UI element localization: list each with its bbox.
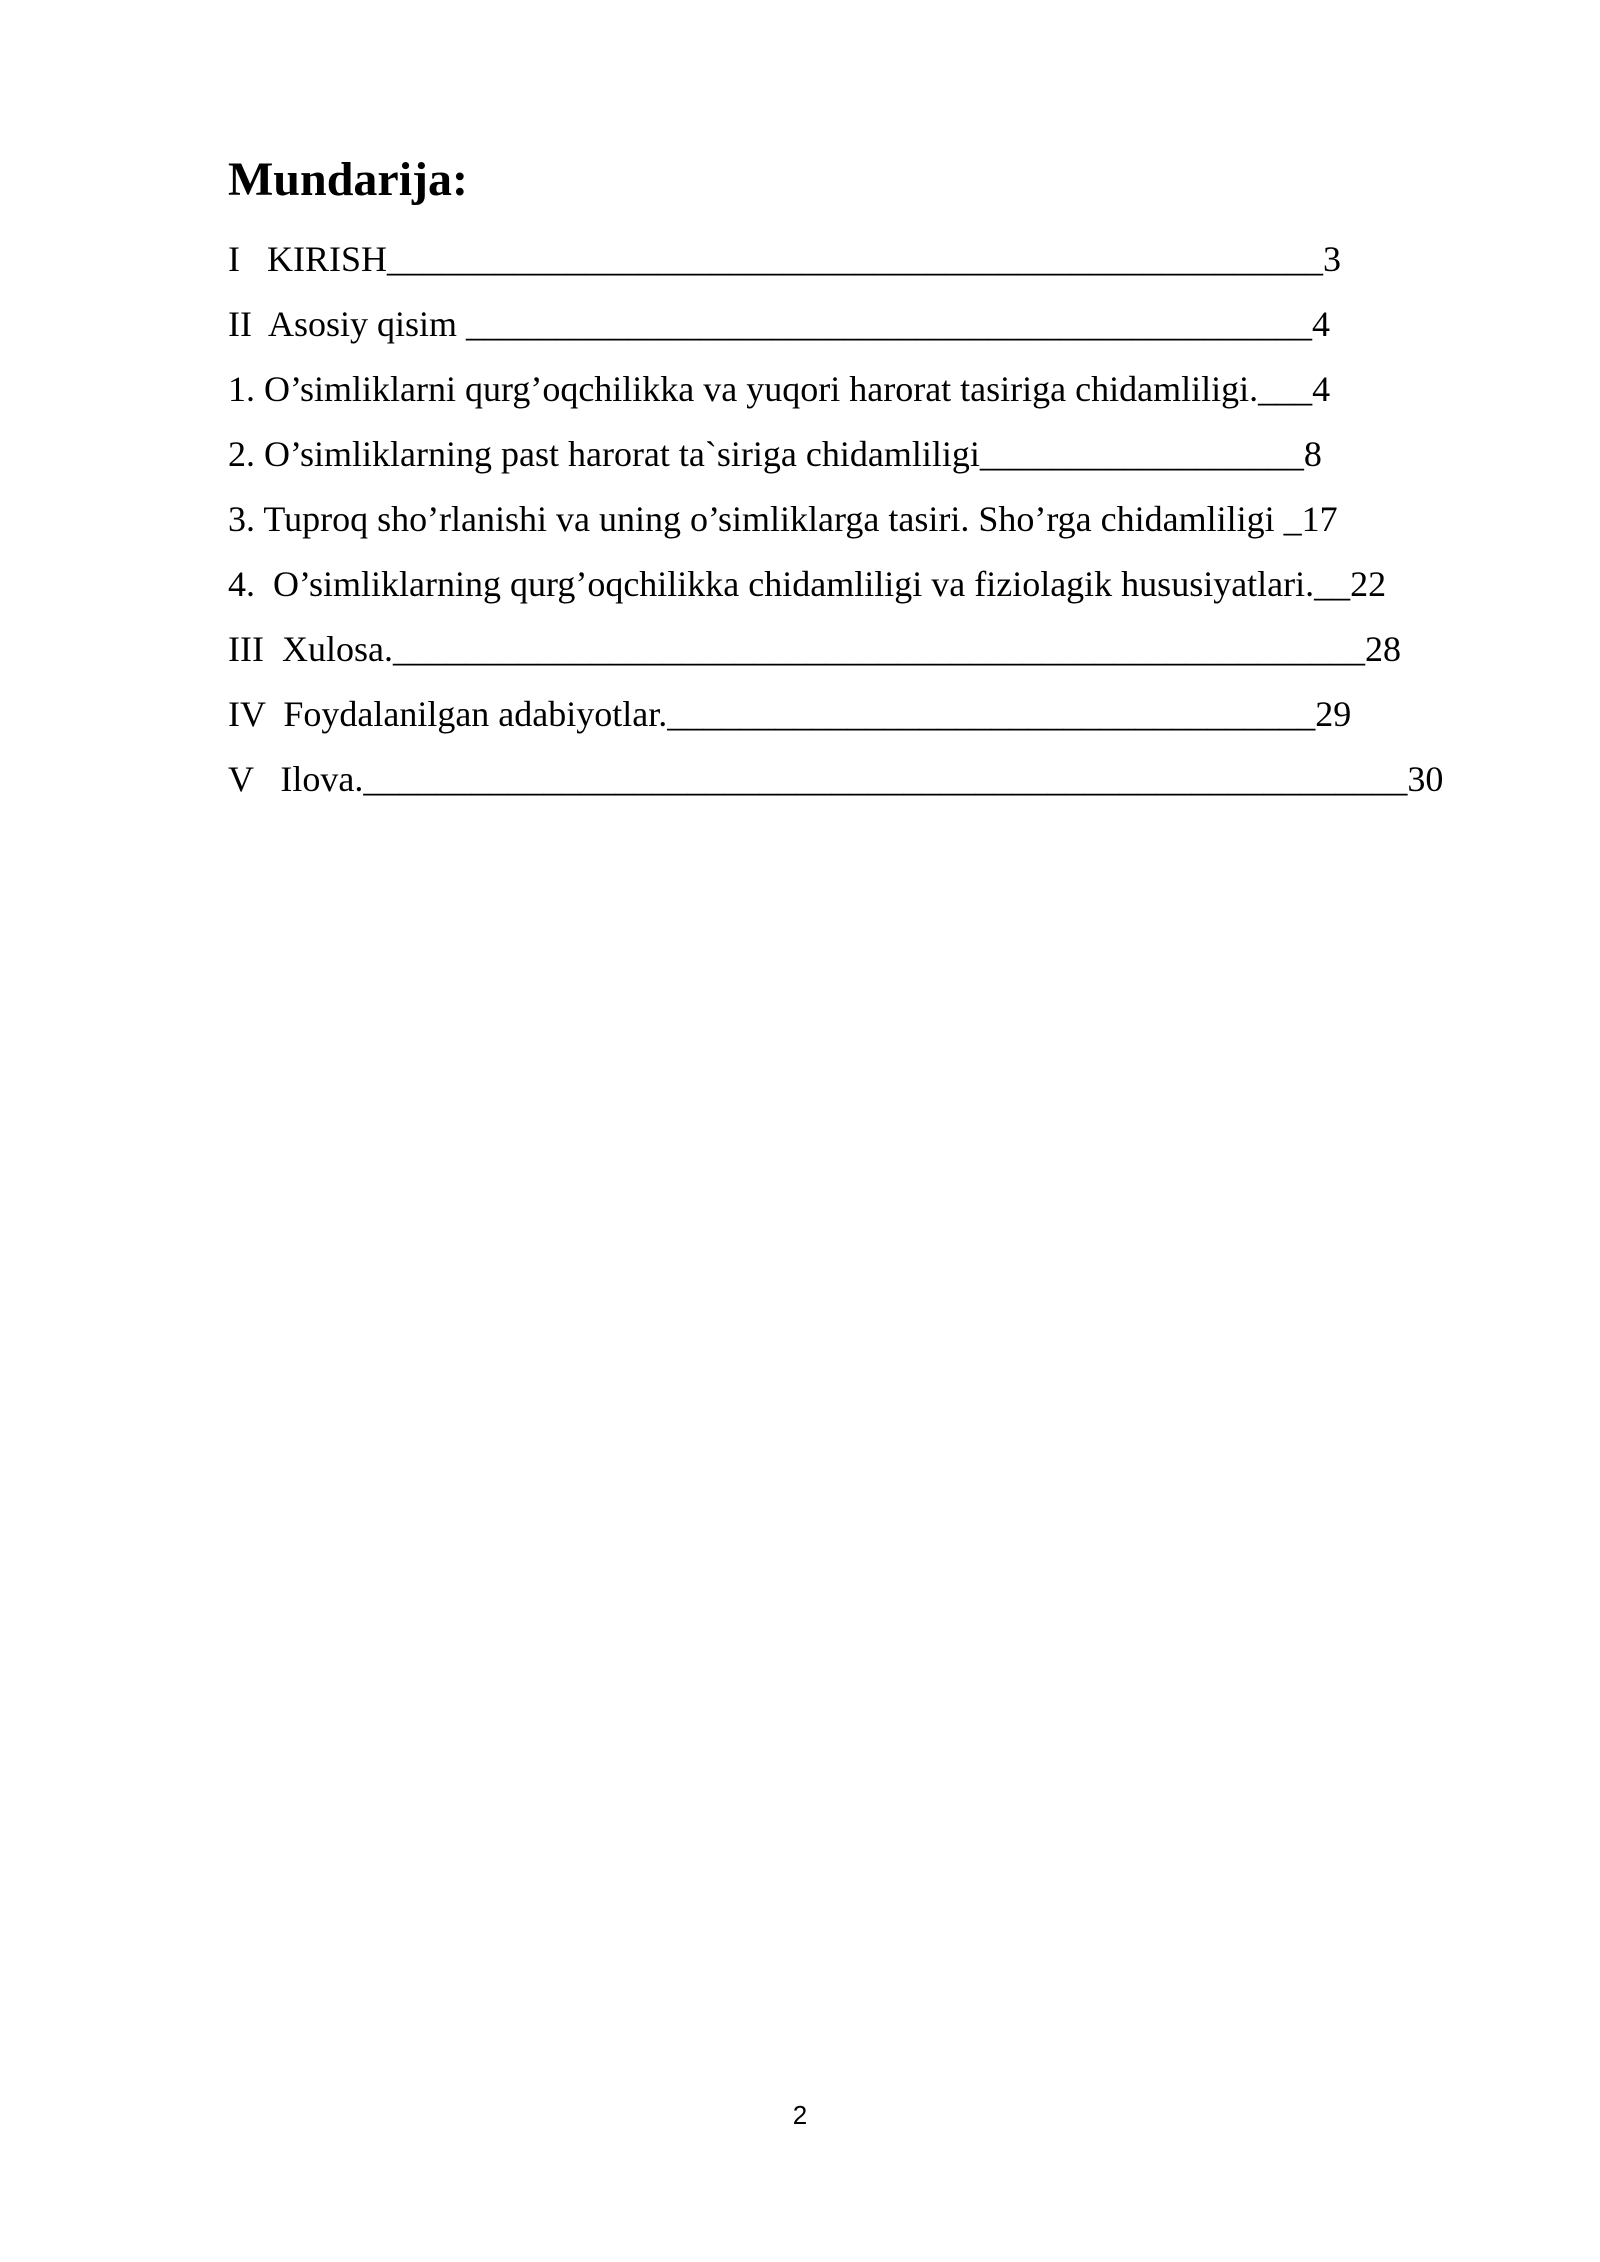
toc-entry-asosiy-qisim: II Asosiy qisim _______________________________________________4 [228, 304, 1331, 344]
toc-entry-1: 1. O’simliklarni qurg’oqchilikka va yuqori harorat tasiriga chidamliligi.___4 [228, 369, 1331, 409]
toc-entry-kirish: I KIRISH____________________________________________________3 [228, 239, 1341, 279]
toc-entry-adabiyotlar: IV Foydalanilgan adabiyotlar.____________________________________29 [228, 694, 1352, 734]
toc-entry-4: 4. O’simliklarning qurg’oqchilikka chidamliligi va fiziolagik hususiyatlari.__22 [228, 564, 1387, 604]
page-title: Mundarija: [228, 153, 468, 206]
toc-entry-2: 2. O’simliklarning past harorat ta`siriga chidamliligi__________________8 [228, 434, 1322, 474]
toc-entry-ilova: V Ilova.__________________________________________________________30 [228, 759, 1444, 799]
toc-entry-3: 3. Tuproq sho’rlanishi va uning o’simliklarga tasiri. Sho’rga chidamliligi _17 [228, 499, 1338, 539]
page-number: 2 [792, 2100, 808, 2130]
toc-entry-xulosa: III Xulosa.______________________________________________________28 [228, 629, 1401, 669]
